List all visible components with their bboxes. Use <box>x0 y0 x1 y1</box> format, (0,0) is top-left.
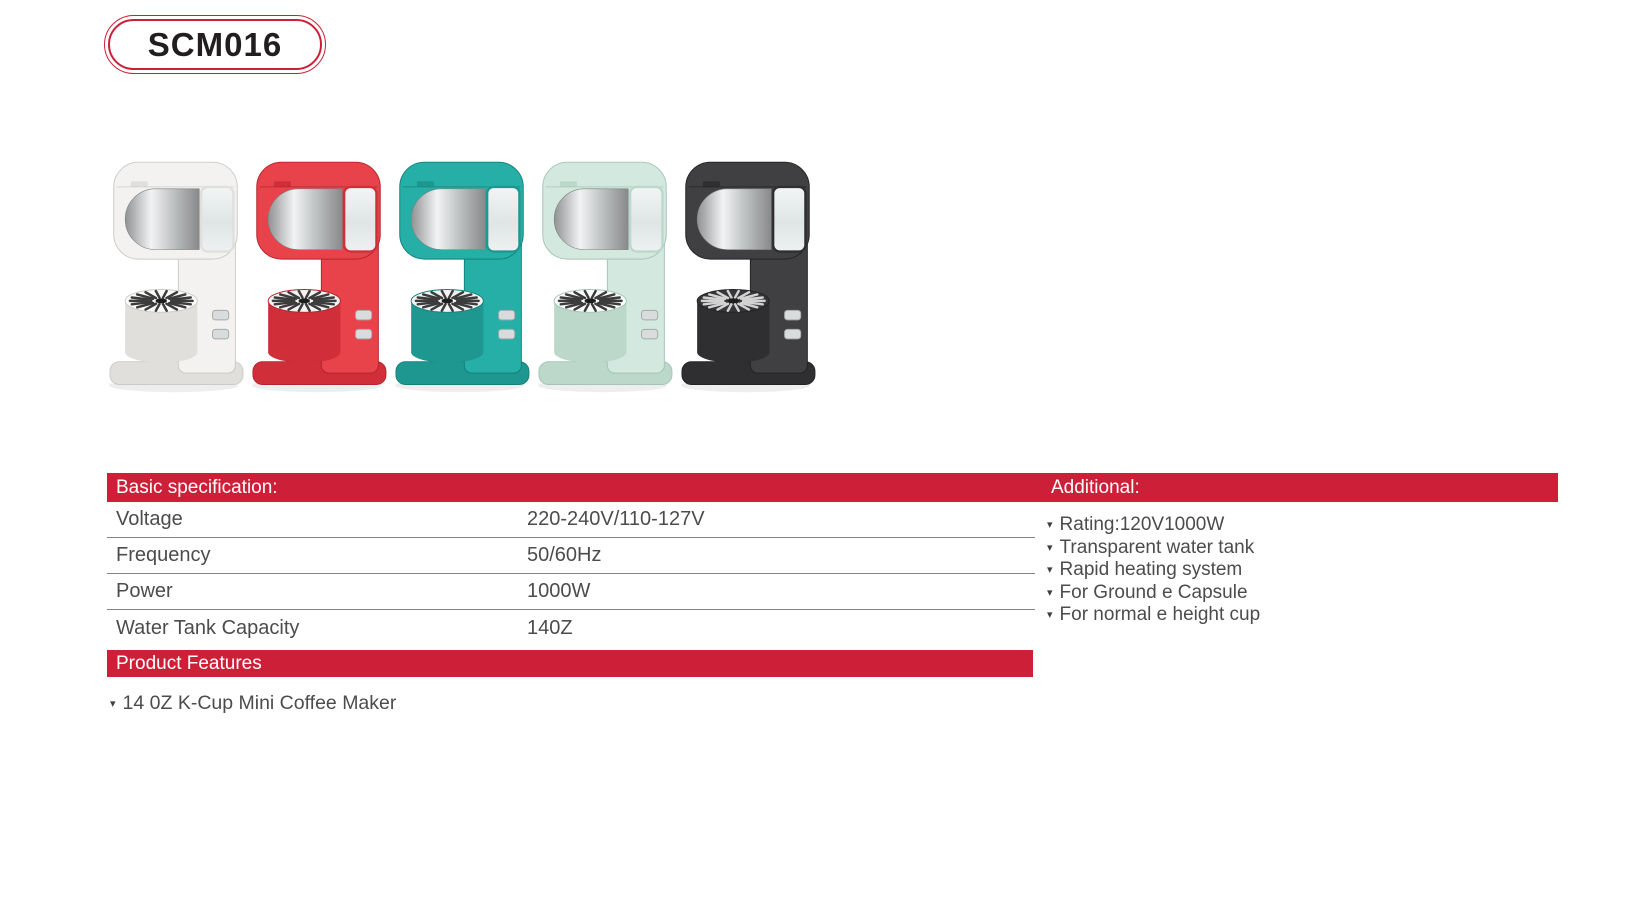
product-photo-row <box>104 147 819 394</box>
triangle-bullet-icon: ▾ <box>1047 541 1053 554</box>
additional-list <box>1047 514 1260 627</box>
coffee-maker-black <box>676 147 819 394</box>
spec-value: 140Z <box>527 616 573 639</box>
table-row <box>107 610 1035 646</box>
product-features-header: Product Features <box>116 652 262 674</box>
spec-label: Water Tank Capacity <box>116 616 300 639</box>
coffee-maker-white <box>104 147 247 394</box>
product-features-bar <box>107 650 1033 677</box>
spec-value: 220-240V/110-127V <box>527 508 705 530</box>
coffee-maker-teal <box>390 147 533 394</box>
basic-specification-header: Basic specification: <box>116 476 278 498</box>
additional-item-text: Rapid heating system <box>1059 559 1243 581</box>
spec-label: Frequency <box>116 544 211 566</box>
list-item <box>110 691 396 716</box>
triangle-bullet-icon: ▾ <box>1047 586 1053 599</box>
feature-item-text: 14 0Z K-Cup Mini Coffee Maker <box>122 692 397 714</box>
spec-label: Power <box>116 580 173 602</box>
additional-header: Additional: <box>1051 476 1140 498</box>
spec-label: Voltage <box>116 508 183 530</box>
triangle-bullet-icon: ▾ <box>1047 519 1053 531</box>
model-badge <box>104 15 326 74</box>
features-list <box>110 691 396 716</box>
spec-table <box>107 502 1035 646</box>
list-item <box>1047 514 1260 537</box>
coffee-maker-red <box>247 147 390 394</box>
list-item <box>1047 582 1260 605</box>
list-item <box>1047 604 1260 627</box>
triangle-bullet-icon: ▾ <box>1047 609 1053 622</box>
triangle-bullet-icon: ▾ <box>1047 564 1053 577</box>
table-row <box>107 574 1035 610</box>
model-badge-inner-ring <box>108 19 322 70</box>
spec-value: 1000W <box>527 580 591 602</box>
table-row <box>107 502 1035 538</box>
triangle-bullet-icon: ▾ <box>110 698 116 710</box>
coffee-maker-mint <box>533 147 676 394</box>
additional-item-text: For Ground e Capsule <box>1059 581 1248 603</box>
additional-item-text: Transparent water tank <box>1059 536 1255 558</box>
additional-item-text: For normal e height cup <box>1059 604 1261 626</box>
section-header-bar <box>107 473 1558 502</box>
table-row <box>107 538 1035 574</box>
list-item <box>1047 537 1260 560</box>
spec-value: 50/60Hz <box>527 544 602 566</box>
additional-item-text: Rating:120V1000W <box>1059 514 1225 535</box>
list-item <box>1047 559 1260 582</box>
model-number: SCM016 <box>147 25 283 63</box>
